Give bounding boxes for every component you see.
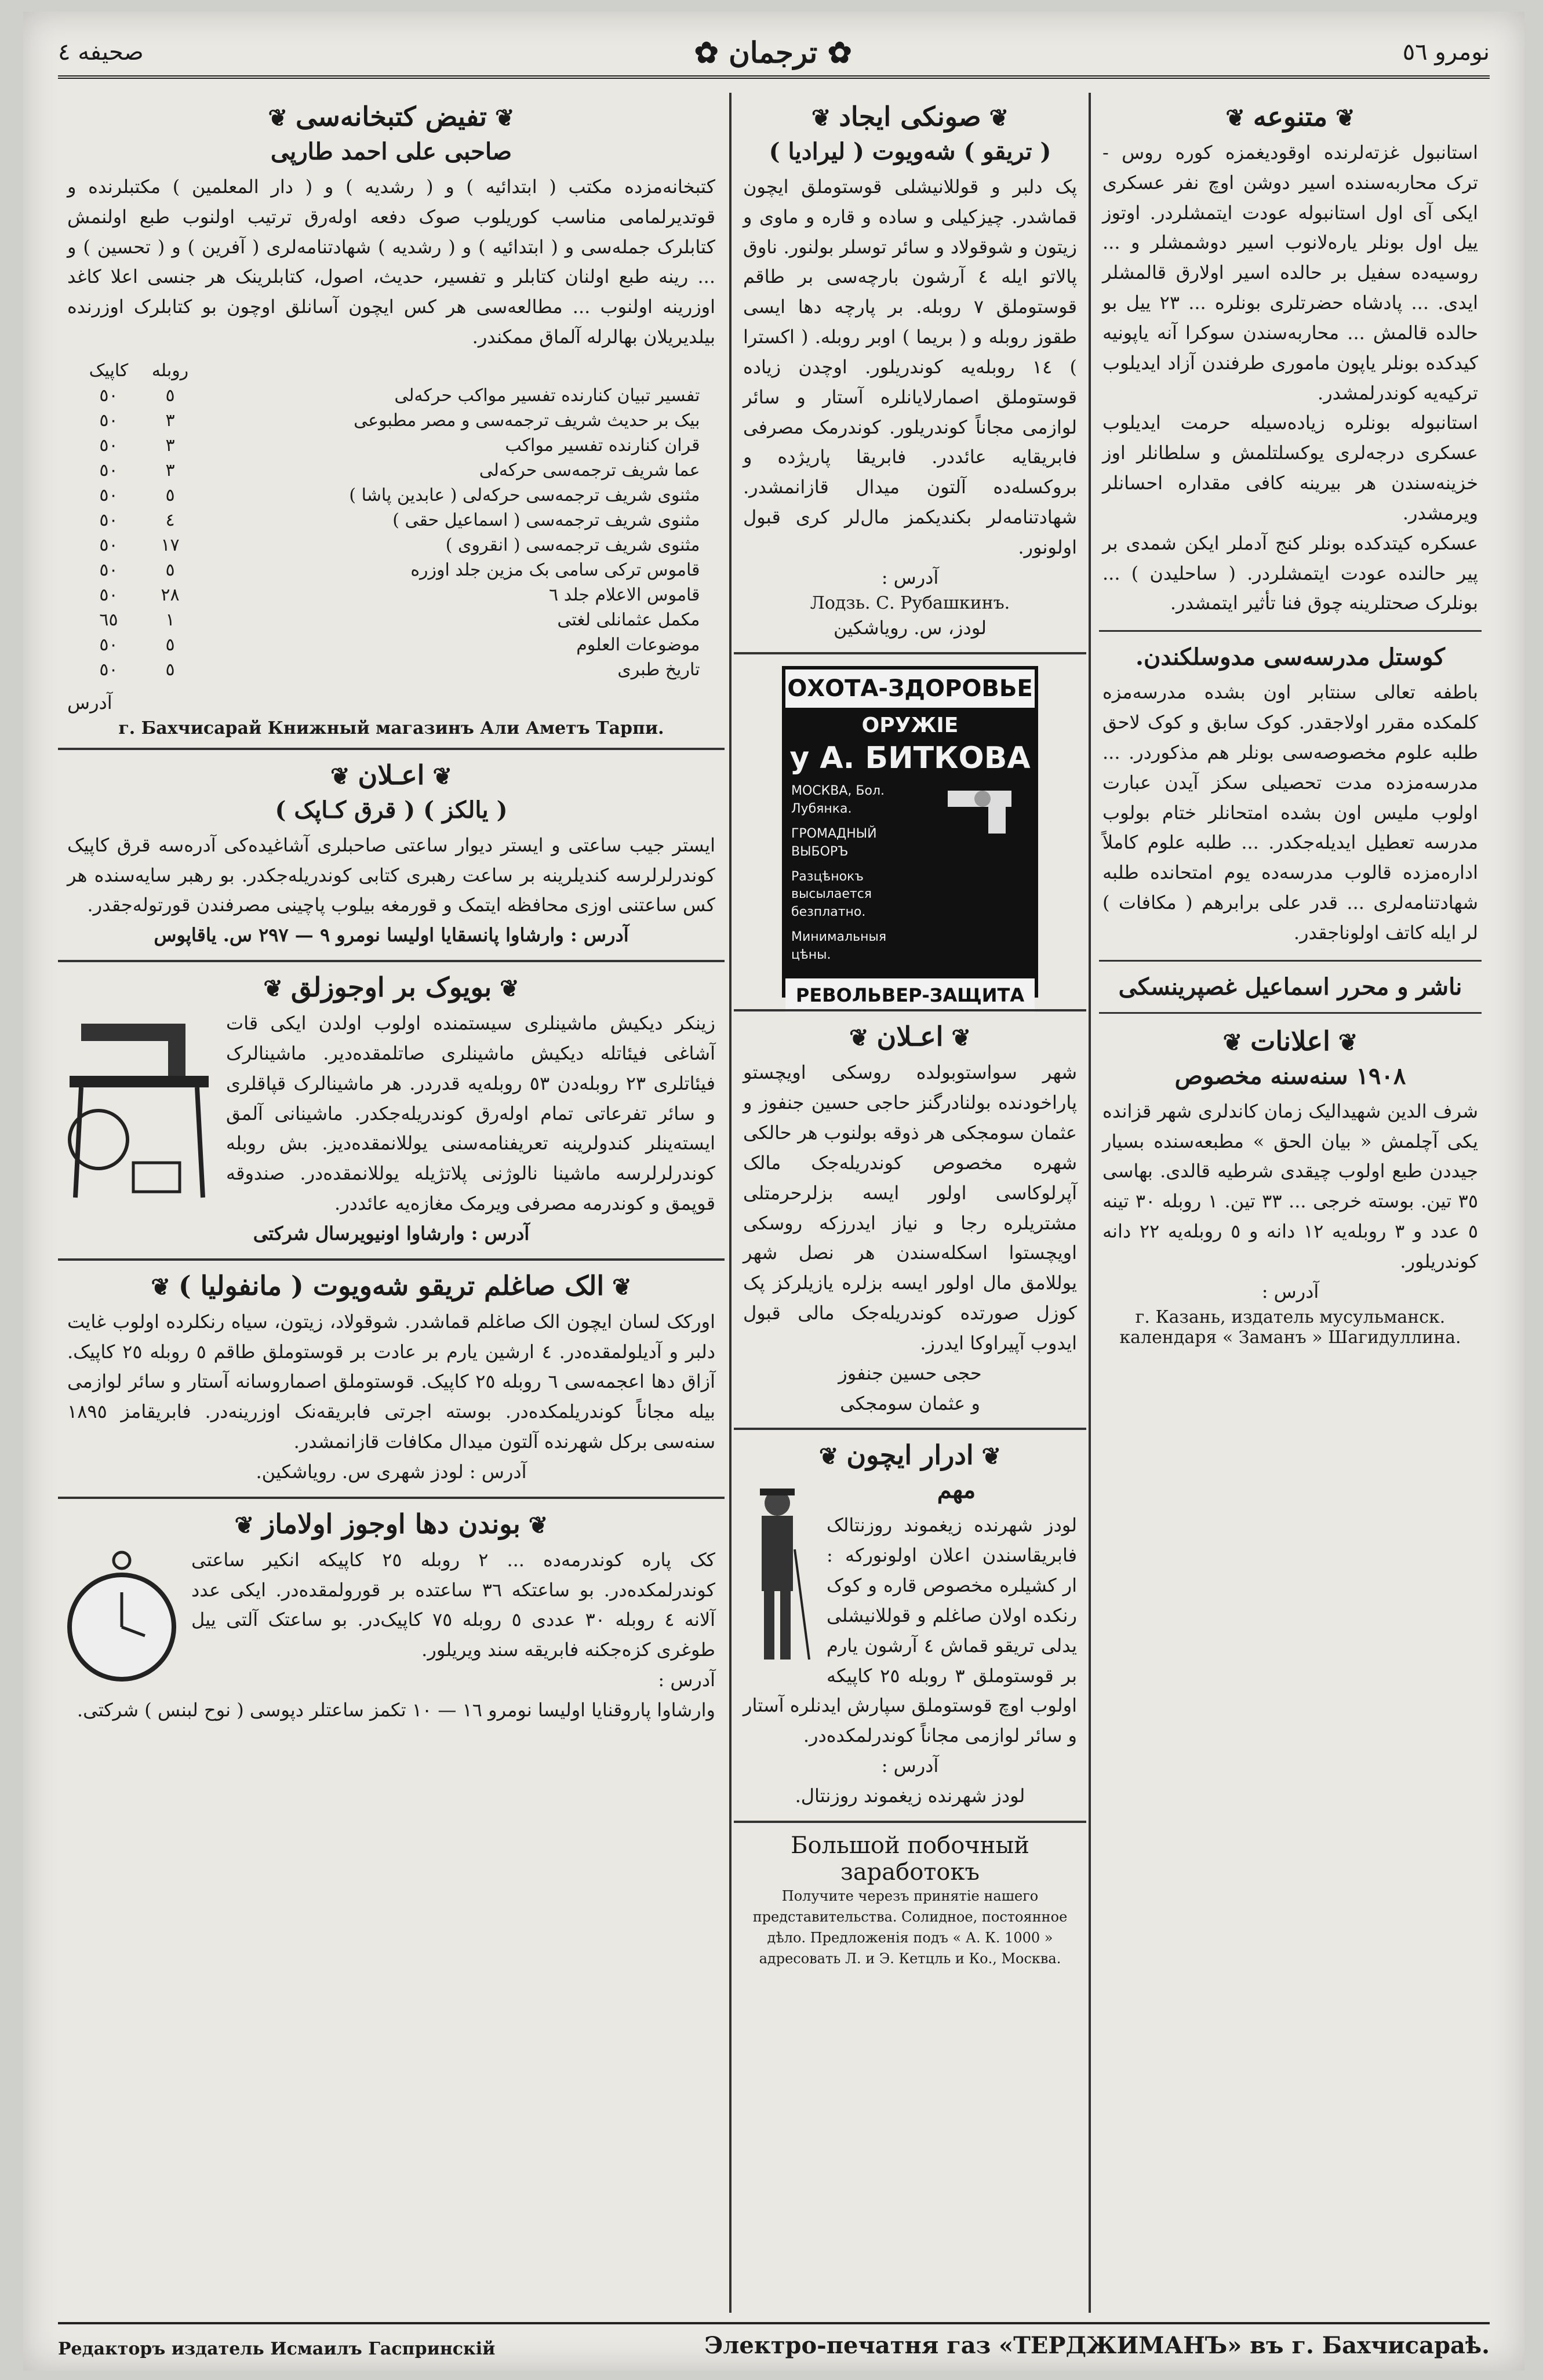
publisher-signature: ناشر و محرر اسماعیل غصپرینسکی: [1118, 973, 1462, 1000]
divider: [734, 652, 1086, 654]
book-ruble: ١٧: [161, 534, 180, 555]
sevastopol-ad-signature: و عثمان سومجکی: [840, 1392, 980, 1414]
book-row: [78, 458, 705, 483]
book-row: [78, 508, 705, 533]
divider: [734, 1428, 1086, 1430]
library-address-label: آدرس: [67, 691, 112, 714]
book-row: [78, 632, 705, 657]
issue-number: نومرو ٥٦: [1402, 39, 1490, 65]
bitkov-address: МОСКВА, Бол. Лубянка.: [791, 784, 885, 817]
ads-title: ❦اعلانات❦: [1222, 1025, 1358, 1057]
sevastopol-ad-title: ❦اعـلان❦: [849, 1021, 971, 1053]
school-title: کوستل مدرسه‌سی مدوسلکندن.: [1136, 643, 1445, 671]
library-title: ❦تفیض کتبخانه‌سی❦: [268, 101, 515, 132]
clock-ad-title: ❦بوندن دها اوجوز اولاماز❦: [234, 1508, 548, 1540]
sewing-ad-address: آدرس : وارشاوا اونیویرسال شرکتی: [253, 1222, 530, 1244]
invention-ad-subtitle: ( تریقو ) شه‌ویوت ( لیرادیا ): [769, 138, 1051, 165]
book-kopek: ٥٠: [99, 410, 118, 431]
ads-address-label: آدرس :: [1261, 1280, 1319, 1302]
clock-ad-address: وارشاوا پاروقنایا اولیسا نومرو ١٦ — ١٠ تکمز ساعتلر دپوسی ( نوح لبنس ) شرکتی.: [77, 1698, 715, 1721]
invention-ad-address-label: آدرس :: [881, 566, 939, 588]
book-row: [78, 408, 705, 433]
right-column: [1093, 93, 1487, 2313]
book-ruble: ٥: [165, 559, 175, 580]
pocket-watch-icon: [64, 1549, 180, 1688]
book-title: قاموس الاعلام جلد ٦: [549, 584, 700, 605]
revolver-icon: [942, 779, 1023, 837]
divider: [58, 960, 725, 962]
side-income-title: Большой побочный: [791, 1832, 1029, 1859]
men-cloth-ad-address: لودز شهرنده زیغموند روزنتال.: [795, 1784, 1025, 1807]
book-ruble: ٥: [165, 659, 175, 680]
paper-name: ✿ ترجمان ✿: [694, 35, 852, 70]
bitkov-gun-ad: [782, 666, 1038, 1006]
book-kopek: ٥٠: [99, 584, 118, 605]
book-title: قاموس ترکی سامی بک مزین جلد اوزره: [410, 559, 700, 580]
watch-guide-ad-address: آدرس : وارشاوا پانسقایا اولیسا نومرو ٩ — ٢٩٧ س. یاقاپوس: [154, 924, 629, 947]
bitkov-weapons: ОРУЖІЕ: [861, 714, 959, 738]
left-column: [58, 93, 725, 2313]
book-kopek: ٥٠: [99, 485, 118, 505]
bitkov-prices: Минимальныя цѣны.: [791, 930, 887, 962]
book-kopek: ٥٠: [99, 510, 118, 530]
sevastopol-ad-paragraph: شهر سواستوبولده روسکی اویچستو پاراخودنده بولنادرگنز حاجی حسین جنفوز و عثمان سومجکی هر ذوقه بولنوب هر حالکی شهره مخصوص کوندریله‌جک مالک آپرلوکاسی اولور ایسه بزلرحرمتلی مشتریلره رجا و نیاز ایدرزکه روسکی اویچستوا اسکله‌سندن هر نصل شهر یوللامق مال اولور ایسه بزلره یازیلرکز پک کوزل صورتده کوندریله‌جک مالی قبول ایدوب آپیراوکا ایدرز.: [743, 1061, 1077, 1354]
cloth-ad-title: ❦الک صاغلم تریقو شه‌ویوت ( مانفولیا )❦: [151, 1269, 632, 1301]
divider: [58, 748, 725, 750]
watch-guide-ad-title: ❦اعـلان❦: [330, 759, 452, 791]
book-kopek: ٥٠: [99, 634, 118, 655]
book-kopek: ٥٠: [99, 435, 118, 456]
book-row: [78, 533, 705, 558]
bitkov-catalog: Разцѣнокъ высылается безплатно.: [791, 869, 872, 920]
column-rule: [1089, 93, 1091, 2313]
library-address-ru: г. Бахчисарай Книжный магазинъ Али Аметъ Тарпи.: [118, 718, 664, 738]
book-price-table: [78, 358, 705, 682]
kopek-header: کاپیک: [89, 360, 129, 381]
book-kopek: ٦٥: [99, 609, 118, 630]
book-title: تاریخ طبری: [617, 659, 700, 680]
cloth-ad-address: آدرس : لودز شهری س. رویاشکین.: [256, 1460, 527, 1483]
book-title: مثنوی شریف ترجمه‌سی ( اسماعیل حقی ): [392, 510, 700, 530]
printer-credit: Электро-печатня газ «ТЕРДЖИМАНЪ» въ г. Бахчисараѣ.: [704, 2332, 1490, 2359]
divider: [58, 1258, 725, 1261]
book-title: عما شریف ترجمه‌سی حرکه‌لی: [479, 460, 700, 481]
book-row: [78, 583, 705, 607]
bitkov-headline: ОХОТА-ЗДОРОВЬЕ: [785, 669, 1035, 708]
book-title: موضوعات العلوم: [576, 634, 700, 655]
side-income-title-2: заработокъ: [840, 1858, 980, 1886]
book-ruble: ٣: [165, 410, 175, 431]
bitkov-selection: ГРОМАДНЫЙ ВЫБОРЪ: [791, 827, 877, 859]
invention-ad-address: لودز، س. رویاشکین: [834, 616, 987, 639]
book-row: [78, 483, 705, 508]
news-paragraph: استانبوله بونلره زیاده‌سیله حرمت ایدیلوب عسکری درجه‌لری یوکسلتلمش و سلطانلر اوز خزینه‌سندن هر بیرینه کافی مقداره احسانلر ویرمشدر.: [1102, 412, 1478, 524]
side-income-body: Получите черезъ принятіе нашего представительства. Солидное, постоянное дѣло. Предложенія подъ « А. К. 1000 » адресовать Л. и Э. Кетцль и Ко., Москва.: [752, 1887, 1068, 1967]
book-title: مکمل عثمانلی لغتی: [557, 609, 700, 630]
divider: [734, 1821, 1086, 1823]
sewing-machine-illustration: [64, 1012, 214, 1203]
bitkov-tagline: РЕВОЛЬВЕР-ЗАЩИТА: [785, 978, 1035, 1012]
book-title: تفسیر تبیان کنارنده تفسیر مواکب حرکه‌لی: [394, 385, 700, 406]
book-title: قران کنارنده تفسیر مواکب: [505, 435, 700, 456]
book-ruble: ٥: [165, 634, 175, 655]
gentleman-illustration: [740, 1480, 815, 1671]
library-paragraph: کتبخانه‌مزده مکتب ( ابتدائیه ) و ( رشدیه ) و ( دار المعلمین ) مکتبلرنده و قوتدیرلمامی مناسب کوریلوب صوک دفعه اولەرق ترتیب اولنوب طبع اولنمش کتابلرک جمله‌سی و ( ابتدائیه ) و ( رشدیه ) شهادتنامه‌لری ( آفرین ) و ( تحسین ) و ... رینه طبع اولنان کتابلر و تفسیر، حدیث، اصول، کتابلرینک هر جنسی اعلا کاغد اوزرینه اولنوب ... مطالعه‌سی هر کس ایچون آسانلق اوچون بو کتابلرک اوزرنده بیلدیریلان بهالرله آلماق ممکندر.: [67, 176, 716, 348]
library-owner: صاحبی علی احمد طارپی: [270, 138, 512, 165]
clock-ad-paragraph: کک پاره کوندرمه‌ده ... ٢ روبله ٢٥ کاپیکه انکیر ساعتی کوندرلمکده‌در. بو ساعتکه ٣٦ ساعتده بر قورولمقده‌در. ایکی عدد آلانه ٤ روبله ٣٠ عددی ٥ روبله ٧٥ کاپیک‌در. بو ساعتک آلتی ییل طوغری کزه‌جکنه فابریقه سند ویریلور.: [191, 1548, 716, 1661]
book-row: [78, 383, 705, 408]
news-title: ❦متنوعه❦: [1225, 101, 1355, 132]
school-paragraph: باطفه تعالی سنتابر اون بشده مدرسه‌مزه کلمکده مقرر اولاجقدر. کوک سابق و کوک لاحق طلبه علوم مخصوصه‌سی بونلر هم مذکوردر. ... مدرسه‌مزده مدت تحصیلی سکز آیدن عبارت اولوب ملیس اون بشده امتحانلر ختام بولوب مدرسه تعطیل ایدیله‌جکدر. ... طلبه علوم کاملاً اداره‌مزده قالوب مدرسه‌ده یوم امتحانده طلبه شهادتنامه‌لری ... قدر علی برابرهم ( مکافات ) لر ایله کاتف اولوناجقدر.: [1102, 681, 1478, 944]
book-ruble: ٥: [165, 385, 175, 406]
news-paragraph: عسکره کیتدکده بونلر کنج آدملر ایکن شمدی بر پیر حالنده عودت ایتمشلردر. ( ساحلیدن ) ... بونلرک صحتلرینه چوق فنا تأثیر ایتمشدر.: [1102, 532, 1478, 614]
book-kopek: ٥٠: [99, 460, 118, 481]
book-title: مثنوی شریف ترجمه‌سی حرکه‌لی ( عابدین پاشا ): [349, 485, 700, 505]
book-ruble: ٣: [165, 435, 175, 456]
book-title: مثنوی شریف ترجمه‌سی ( انقروی ): [445, 534, 700, 555]
invention-ad-address-ru: Лодзь. С. Рубашкинъ.: [810, 592, 1010, 613]
news-paragraph: استانبول غزته‌لرنده اوقودیغمزه کوره روس - ترک محاربه‌سنده اسیر دوشن اوچ نفر عسکری ایکی آی اول استانبوله عودت ایتمشلردر. اوتوز ییل اول بونلر یارەلانوب اسیر دوشمشلر و ... روسیه‌ده سفیل بر حالده اسیر اولارق قالمشلر ایدی. ... پادشاه حضرتلری بونلره ... ٢٣ ییل بو حالده قالمش ... محاربه‌سندن سوکرا آنه یاپونیه کیدکده بونلر یاپون ماموری طرفندن آزاد ایدیلوب ترکیه‌یه کوندرلمشدر.: [1102, 141, 1478, 404]
divider: [58, 1497, 725, 1499]
book-ruble: ١: [165, 609, 175, 630]
book-row: [78, 558, 705, 583]
watch-guide-ad-paragraph: ایستر جیب ساعتی و ایستر دیوار ساعتی صاحبلری آشاغیده‌کی آدره‌سه قرق کاپیک کوندرلرلرسه کندیلرینه بر ساعت رهبری کتابی کوندریله‌جکدر. بو رهبر سایه‌سنده هر کس ساعتنی اوزی محافظه ایتمک و قورمغه بیلوب پاچینی مصرفندن قورتوله‌جقدر.: [67, 834, 715, 916]
invention-ad-title: ❦صونکی ایجاد❦: [811, 101, 1009, 132]
bitkov-name: у А. БИТКОВА: [789, 741, 1031, 776]
book-kopek: ٥٠: [99, 534, 118, 555]
sevastopol-ad-signature: حجی حسین جنفوز: [838, 1362, 982, 1384]
book-ruble: ٢٨: [161, 584, 180, 605]
middle-column: [734, 93, 1086, 2313]
watch-guide-ad-subtitle: ( یالکز ) ( قرق کـاپک ): [275, 796, 508, 824]
men-cloth-ad-subtitle: مهم: [937, 1476, 976, 1504]
divider: [734, 1009, 1086, 1011]
clock-ad-address-label: آدرس :: [658, 1669, 715, 1691]
cloth-ad-paragraph: اورکک لسان ایچون الک صاغلم قماشدر. شوقولاد، زیتون، سیاه رنکلرده اولوب غایت دلبر و آدیلولمقده‌در. ٤ ارشین یارم بر عادت بر قوستوملق طاقم ٥ روبله ٢٥ کاپیک. آزاق دها اعجمه‌سی ٦ روبله ٢٥ کاپیک. قوستوملق اصماروسانه آستار و سائر لوازمی بیله مجاناً کوندریلمکده‌در. بوسته اجرتی فابریقه‌نک اوزرینه‌در. فابریقامز ١٨٩٥ سنه‌سی برکل شهرنده آلتون میدال مکافات قازانمشدر.: [67, 1310, 716, 1453]
book-row: [78, 433, 705, 458]
book-ruble: ٣: [165, 460, 175, 481]
page-header: [58, 29, 1490, 79]
editor-credit: Редакторъ издатель Исмаилъ Гаспринскiй: [58, 2339, 496, 2359]
book-row: [78, 657, 705, 682]
book-kopek: ٥٠: [99, 659, 118, 680]
ads-paragraph: شرف الدین شهیدالیک زمان کاندلری شهر قزانده یکی آچلمش « بیان الحق » مطبعه‌سنده بسیار جیددن طبع اولوب چیقدی شرطیه قالدی. بهاسی ٣٥ تین. بوسته خرجی ... ٣٣ تین. ١ روبله ٣٠ تینه ٥ عدد و ٣ روبله‌یه ١٢ دانه و ٥ روبله‌یه ٢٢ دانه کوندریلور.: [1102, 1100, 1479, 1272]
ads-address-ru: г. Казань, издатель мусульманск. календаря « Заманъ » Шагидуллина.: [1119, 1307, 1461, 1348]
ruble-header: روبله: [151, 360, 189, 381]
column-rule: [729, 93, 732, 2313]
page-footer: [58, 2322, 1490, 2359]
men-cloth-ad-title: ❦ادرار ایچون❦: [818, 1439, 1002, 1471]
book-ruble: ٥: [165, 485, 175, 505]
page-number: صحیفه ٤: [58, 39, 144, 65]
book-ruble: ٤: [165, 510, 175, 530]
ads-subtitle: ١٩٠٨ سنه‌سنه مخصوص: [1174, 1062, 1406, 1090]
newspaper-page: [23, 12, 1524, 2371]
book-title: بیک بر حدیث شریف ترجمه‌سی و مصر مطبوعی: [354, 410, 700, 431]
book-title-header: [201, 358, 705, 383]
book-row: [78, 607, 705, 632]
invention-ad-paragraph: پک دلبر و قوللانیشلی قوستوملق ایچون قماشدر. چیزکیلی و ساده و قاره و ماوی و زیتون و شوقولاد و سائر توسلر بولنور. ناوق پالاتو ایله ٤ آرشون بارچه‌سی بر طاقم قوستوملق ٧ روبله. بر پارچه دها ایسی طقوز روبله و ( بریما ) اوبر روبله. ( اکسترا ) ١٤ روبله‌یه کوندریلور. اوچدن زیاده قوستوملق اصمارلایانلره آستار و سائر لوازمی مجاناً کوندریلور. کوندرمک مصرفی فابریقایه عائددر. فابریقا پاریژده و بروکسله‌ده آلتون میدال قازانمشدر. شهادتنامه‌لر بکندیکمز مال‌لر کری قبول اولونور.: [743, 176, 1078, 558]
book-kopek: ٥٠: [99, 559, 118, 580]
men-cloth-ad-paragraph: لودز شهرنده زیغموند روزنتالک فابریقاسندن اعلان اولونورکه : ار کشیلره مخصوص قاره و کوک رنکده اولان صاغلم و قوللانیشلی یدلی تریقو قماش ٤ آرشون یارم بر قوستوملق ٣ روبله ٢٥ کاپیکه اولوب اوچ قوستوملق سپارش ایدنلره آستار و سائر لوازمی مجاناً کوندرلمکده‌در.: [743, 1514, 1078, 1747]
sewing-ad-paragraph: زینکر دیکیش ماشینلری سیستمنده اولوب اولدن ایکی قات آشاغی فیئاتله دیکیش ماشینلری صاتلمقده‌دیر. ماشینالرک فیئاتلری ٢٣ روبله‌دن ٥٣ روبله‌یه قدردر. هر ماشینالرک قپاقلری و سائر تفرعاتی تمام اوله‌رق کوندریله‌جکدر. ماشینانی آلمق ایسته‌ینلر کندولرینه تعریفنامه‌سنی یوللانمقده‌دیز. بش روبله کوندرلرلرسه ماشینا نالوژنی پلاتژیله یوللانمقده‌در. صندوقه قوپمق و کوندرمه مصرفی ویرمک مغازه‌یه عائددر.: [226, 1012, 716, 1215]
sewing-ad-title: ❦بویوک بر اوجوزلق❦: [263, 971, 519, 1003]
book-kopek: ٥٠: [99, 385, 118, 406]
men-cloth-ad-address-label: آدرس :: [881, 1754, 939, 1777]
